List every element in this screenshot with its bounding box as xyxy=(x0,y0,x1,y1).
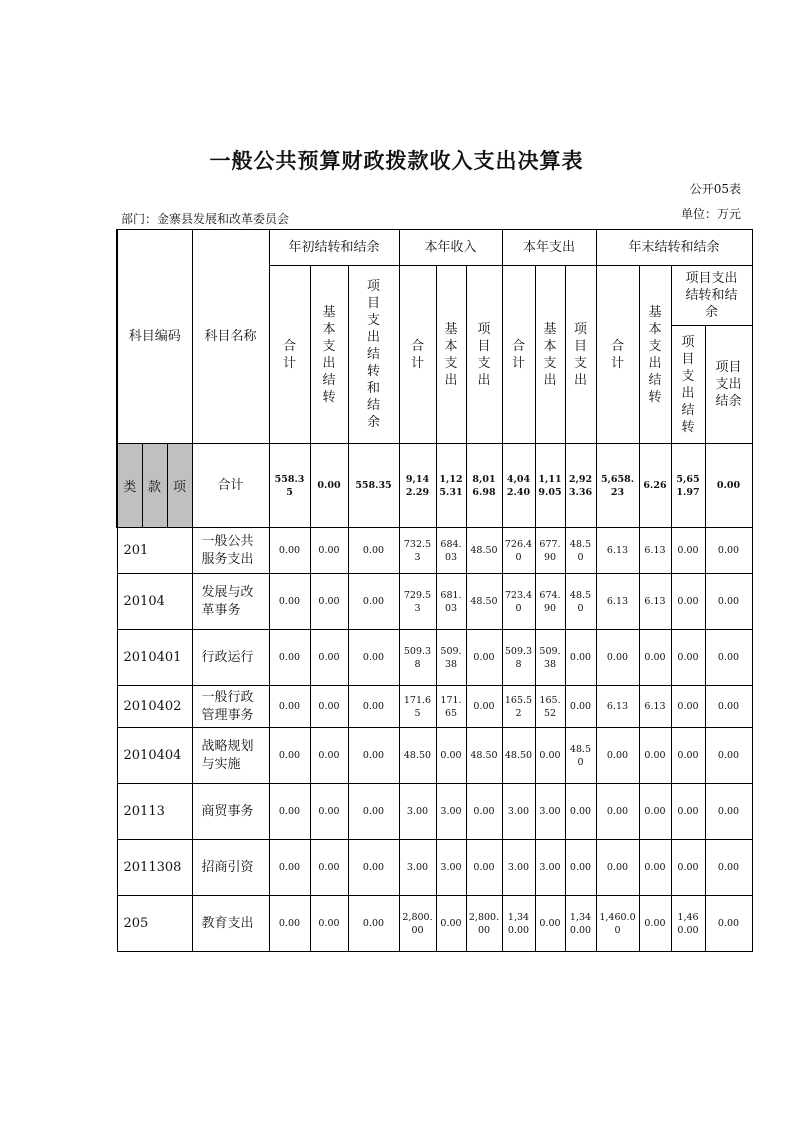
kuan-cell: 款 xyxy=(142,444,167,528)
header-end-total: 合计 xyxy=(596,266,639,444)
row-value: 0.00 xyxy=(269,840,310,896)
row-value: 0.00 xyxy=(466,784,502,840)
table-row xyxy=(117,728,752,784)
table-row xyxy=(117,528,752,574)
row-value: 3.00 xyxy=(399,840,436,896)
row-value: 0.00 xyxy=(310,686,348,728)
row-value: 726.40 xyxy=(502,528,535,574)
row-value: 0.00 xyxy=(348,728,399,784)
row-value: 0.00 xyxy=(705,528,752,574)
row-value: 0.00 xyxy=(671,728,705,784)
row-code: 2010404 xyxy=(117,728,192,784)
row-value: 0.00 xyxy=(705,896,752,952)
row-value: 0.00 xyxy=(639,630,671,686)
row-value: 0.00 xyxy=(310,896,348,952)
header-begin-group: 年初结转和结余 xyxy=(269,230,399,266)
row-code: 2011308 xyxy=(117,840,192,896)
row-value: 0.00 xyxy=(310,528,348,574)
total-value: 1,125.31 xyxy=(436,444,466,528)
total-value: 558.35 xyxy=(348,444,399,528)
row-value: 0.00 xyxy=(639,896,671,952)
row-value: 0.00 xyxy=(671,784,705,840)
row-value: 0.00 xyxy=(310,840,348,896)
row-value: 0.00 xyxy=(348,896,399,952)
row-value: 3.00 xyxy=(535,840,565,896)
table-row xyxy=(117,840,752,896)
row-name: 教育支出 xyxy=(192,896,269,952)
row-value: 3.00 xyxy=(436,784,466,840)
row-value: 0.00 xyxy=(269,686,310,728)
row-value: 1,460.00 xyxy=(596,896,639,952)
header-end-group: 年末结转和结余 xyxy=(596,230,752,266)
row-value: 0.00 xyxy=(269,630,310,686)
row-value: 6.13 xyxy=(596,574,639,630)
department-label: 部门：金寨县发展和改革委员会 xyxy=(121,212,290,226)
row-name: 一般公共服务支出 xyxy=(192,528,269,574)
row-value: 2,800.00 xyxy=(466,896,502,952)
row-value: 0.00 xyxy=(310,728,348,784)
row-value: 0.00 xyxy=(466,630,502,686)
row-value: 3.00 xyxy=(399,784,436,840)
total-value: 4,042.40 xyxy=(502,444,535,528)
row-value: 0.00 xyxy=(310,784,348,840)
row-value: 0.00 xyxy=(565,784,596,840)
row-value: 0.00 xyxy=(671,630,705,686)
budget-table xyxy=(116,229,753,952)
row-value: 0.00 xyxy=(596,630,639,686)
header-income-total: 合计 xyxy=(399,266,436,444)
row-value: 0.00 xyxy=(466,840,502,896)
row-value: 0.00 xyxy=(596,728,639,784)
header-begin-total: 合计 xyxy=(269,266,310,444)
page-title: 一般公共预算财政拨款收入支出决算表 xyxy=(209,149,584,173)
row-value: 6.13 xyxy=(639,528,671,574)
row-value: 0.00 xyxy=(671,528,705,574)
table-row xyxy=(117,686,752,728)
row-value: 165.52 xyxy=(535,686,565,728)
lei-cell: 类 xyxy=(117,444,142,528)
row-value: 509.38 xyxy=(436,630,466,686)
total-value: 558.35 xyxy=(269,444,310,528)
header-end-project-carry: 项目支出结转 xyxy=(671,326,705,444)
row-value: 674.90 xyxy=(535,574,565,630)
total-value: 8,016.98 xyxy=(466,444,502,528)
row-value: 0.00 xyxy=(705,574,752,630)
header-expense-group: 本年支出 xyxy=(502,230,596,266)
row-value: 48.50 xyxy=(565,528,596,574)
total-label: 合计 xyxy=(192,444,269,528)
row-value: 0.00 xyxy=(671,686,705,728)
total-row xyxy=(117,444,752,528)
header-code: 科目编码 xyxy=(117,230,192,444)
row-value: 732.53 xyxy=(399,528,436,574)
row-value: 0.00 xyxy=(269,784,310,840)
row-value: 0.00 xyxy=(535,896,565,952)
row-value: 729.53 xyxy=(399,574,436,630)
row-value: 0.00 xyxy=(348,686,399,728)
row-value: 0.00 xyxy=(705,784,752,840)
row-value: 6.13 xyxy=(639,574,671,630)
header-expense-basic: 基本支出 xyxy=(535,266,565,444)
total-value: 1,119.05 xyxy=(535,444,565,528)
row-value: 0.00 xyxy=(596,840,639,896)
row-name: 行政运行 xyxy=(192,630,269,686)
header-end-basic-carry: 基本支出结转 xyxy=(639,266,671,444)
row-value: 0.00 xyxy=(705,630,752,686)
row-value: 0.00 xyxy=(310,574,348,630)
row-value: 48.50 xyxy=(399,728,436,784)
row-value: 677.90 xyxy=(535,528,565,574)
row-value: 0.00 xyxy=(269,574,310,630)
row-value: 0.00 xyxy=(348,784,399,840)
row-value: 2,800.00 xyxy=(399,896,436,952)
header-name: 科目名称 xyxy=(192,230,269,444)
row-value: 48.50 xyxy=(466,528,502,574)
total-value: 0.00 xyxy=(705,444,752,528)
row-value: 509.38 xyxy=(502,630,535,686)
header-begin-basic-carry: 基本支出结转 xyxy=(310,266,348,444)
row-value: 0.00 xyxy=(639,840,671,896)
row-value: 6.13 xyxy=(596,528,639,574)
row-value: 6.13 xyxy=(596,686,639,728)
row-value: 0.00 xyxy=(310,630,348,686)
header-income-project: 项目支出 xyxy=(466,266,502,444)
total-value: 5,651.97 xyxy=(671,444,705,528)
header-expense-total: 合计 xyxy=(502,266,535,444)
total-value: 6.26 xyxy=(639,444,671,528)
header-income-basic: 基本支出 xyxy=(436,266,466,444)
header-expense-project: 项目支出 xyxy=(565,266,596,444)
row-value: 0.00 xyxy=(639,784,671,840)
table-row xyxy=(117,574,752,630)
row-value: 723.40 xyxy=(502,574,535,630)
header-begin-project: 项目支出结转和结余 xyxy=(348,266,399,444)
row-value: 1,340.00 xyxy=(502,896,535,952)
total-value: 0.00 xyxy=(310,444,348,528)
row-value: 0.00 xyxy=(671,840,705,896)
row-value: 0.00 xyxy=(639,728,671,784)
row-value: 3.00 xyxy=(502,840,535,896)
total-value: 2,923.36 xyxy=(565,444,596,528)
row-value: 0.00 xyxy=(348,840,399,896)
row-value: 3.00 xyxy=(436,840,466,896)
row-value: 171.65 xyxy=(436,686,466,728)
row-value: 0.00 xyxy=(269,896,310,952)
row-code: 2010401 xyxy=(117,630,192,686)
row-value: 1,460.00 xyxy=(671,896,705,952)
row-value: 48.50 xyxy=(466,574,502,630)
row-value: 684.03 xyxy=(436,528,466,574)
row-value: 0.00 xyxy=(348,630,399,686)
row-value: 0.00 xyxy=(436,896,466,952)
row-name: 商贸事务 xyxy=(192,784,269,840)
row-code: 205 xyxy=(117,896,192,952)
row-value: 0.00 xyxy=(596,784,639,840)
row-value: 3.00 xyxy=(535,784,565,840)
header-end-project-surplus: 项目支出结余 xyxy=(705,326,752,444)
row-value: 0.00 xyxy=(565,840,596,896)
row-value: 3.00 xyxy=(502,784,535,840)
row-value: 0.00 xyxy=(348,574,399,630)
row-name: 发展与改革事务 xyxy=(192,574,269,630)
row-name: 一般行政管理事务 xyxy=(192,686,269,728)
table-row xyxy=(117,896,752,952)
row-code: 20113 xyxy=(117,784,192,840)
row-value: 48.50 xyxy=(502,728,535,784)
header-end-project: 项目支出结转和结余 xyxy=(671,266,752,326)
total-value: 5,658.23 xyxy=(596,444,639,528)
row-value: 0.00 xyxy=(535,728,565,784)
row-value: 48.50 xyxy=(466,728,502,784)
row-name: 招商引资 xyxy=(192,840,269,896)
row-value: 48.50 xyxy=(565,728,596,784)
row-value: 0.00 xyxy=(269,528,310,574)
row-code: 2010402 xyxy=(117,686,192,728)
header-income-group: 本年收入 xyxy=(399,230,502,266)
row-value: 0.00 xyxy=(705,840,752,896)
row-code: 201 xyxy=(117,528,192,574)
row-value: 0.00 xyxy=(705,728,752,784)
row-value: 0.00 xyxy=(565,686,596,728)
table-row xyxy=(117,784,752,840)
row-value: 0.00 xyxy=(565,630,596,686)
row-code: 20104 xyxy=(117,574,192,630)
row-value: 48.50 xyxy=(565,574,596,630)
row-name: 战略规划与实施 xyxy=(192,728,269,784)
row-value: 509.38 xyxy=(535,630,565,686)
row-value: 0.00 xyxy=(466,686,502,728)
row-value: 0.00 xyxy=(705,686,752,728)
row-value: 1,340.00 xyxy=(565,896,596,952)
row-value: 0.00 xyxy=(269,728,310,784)
row-value: 0.00 xyxy=(671,574,705,630)
unit-label: 单位：万元 xyxy=(680,207,741,221)
row-value: 6.13 xyxy=(639,686,671,728)
total-value: 9,142.29 xyxy=(399,444,436,528)
xiang-cell: 项 xyxy=(167,444,192,528)
row-value: 0.00 xyxy=(348,528,399,574)
row-value: 171.65 xyxy=(399,686,436,728)
row-value: 0.00 xyxy=(436,728,466,784)
table-row xyxy=(117,630,752,686)
row-value: 509.38 xyxy=(399,630,436,686)
row-value: 681.03 xyxy=(436,574,466,630)
row-value: 165.52 xyxy=(502,686,535,728)
form-number: 公开05表 xyxy=(689,182,741,196)
